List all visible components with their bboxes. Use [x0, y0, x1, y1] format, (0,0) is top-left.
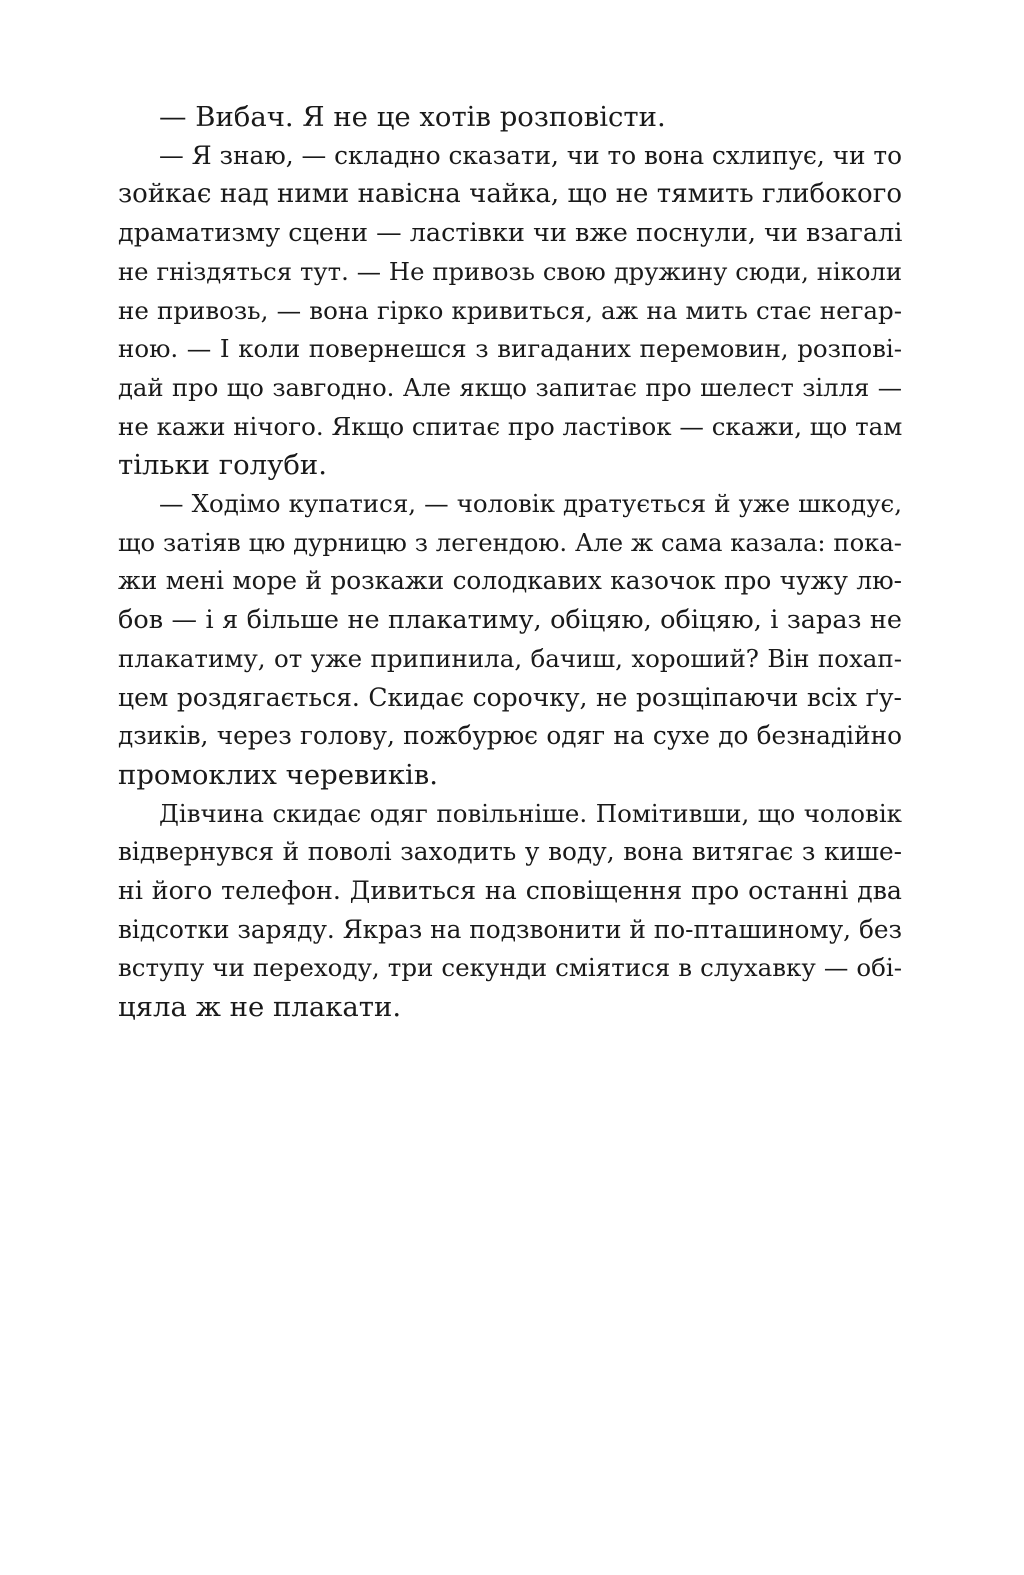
paragraph-3 — [118, 485, 902, 795]
text-line: жи мені море й розкажи солодкавих казочок про чужу лю- — [118, 566, 902, 596]
paragraph-1 — [118, 98, 902, 137]
text-line: зойкає над ними навісна чайка, що не тямить глибокого — [118, 179, 902, 210]
text-line: дзиків, через голову, пожбурює одяг на сухе до безнадійно — [118, 721, 902, 751]
text-line: цяла ж не плакати. — [118, 991, 402, 1024]
text-line: цем роздягається. Скидає сорочку, не розщіпаючи всіх ґу- — [118, 682, 902, 712]
text-line: що затіяв цю дурницю з легендою. Але ж сама казала: пока- — [118, 527, 902, 557]
text-line: ні його телефон. Дивиться на сповіщення про останні два — [118, 876, 902, 906]
text-line: тільки голуби. — [118, 449, 327, 482]
text-line: не привозь, — вона гірко кривиться, аж на мить стає негар- — [118, 295, 902, 325]
text-line: промоклих черевиків. — [118, 758, 439, 791]
text-line: — Вибач. Я не це хотів розповісти. — [159, 101, 666, 133]
text-line: відвернувся й поволі заходить у воду, вона витягає з кише- — [118, 837, 902, 867]
text-line: Дівчина скидає одяг повільніше. Помітивши, що чоловік — [159, 798, 902, 828]
paragraph-2 — [118, 137, 902, 485]
text-line: дай про що завгодно. Але якщо запитає про шелест зілля — — [118, 372, 902, 402]
text-line: драматизму сцени — ластівки чи вже поснули, чи взагалі — [118, 218, 903, 249]
text-line: не гніздяться тут. — Не привозь свою дружину сюди, ніколи — [118, 256, 902, 286]
text-line: ною. — І коли повернешся з вигаданих перемовин, розпові- — [118, 334, 902, 364]
page-text-body — [118, 98, 902, 1027]
text-line: — Я знаю, — складно сказати, чи то вона схлипує, чи то — [159, 140, 902, 170]
paragraph-4 — [118, 795, 902, 1027]
text-line: плакатиму, от уже припинила, бачиш, хороший? Він похап- — [118, 643, 902, 673]
text-line: не кажи нічого. Якщо спитає про ластівок — скажи, що там — [118, 411, 903, 441]
text-line: відсотки заряду. Якраз на подзвонити й по-пташиному, без — [118, 914, 902, 944]
text-line: вступу чи переходу, три секунди сміятися в слухавку — обі- — [118, 953, 902, 983]
text-line: бов — і я більше не плакатиму, обіцяю, обіцяю, і зараз не — [118, 605, 902, 636]
text-line: — Ходімо купатися, — чоловік дратується й уже шкодує, — [159, 489, 902, 519]
